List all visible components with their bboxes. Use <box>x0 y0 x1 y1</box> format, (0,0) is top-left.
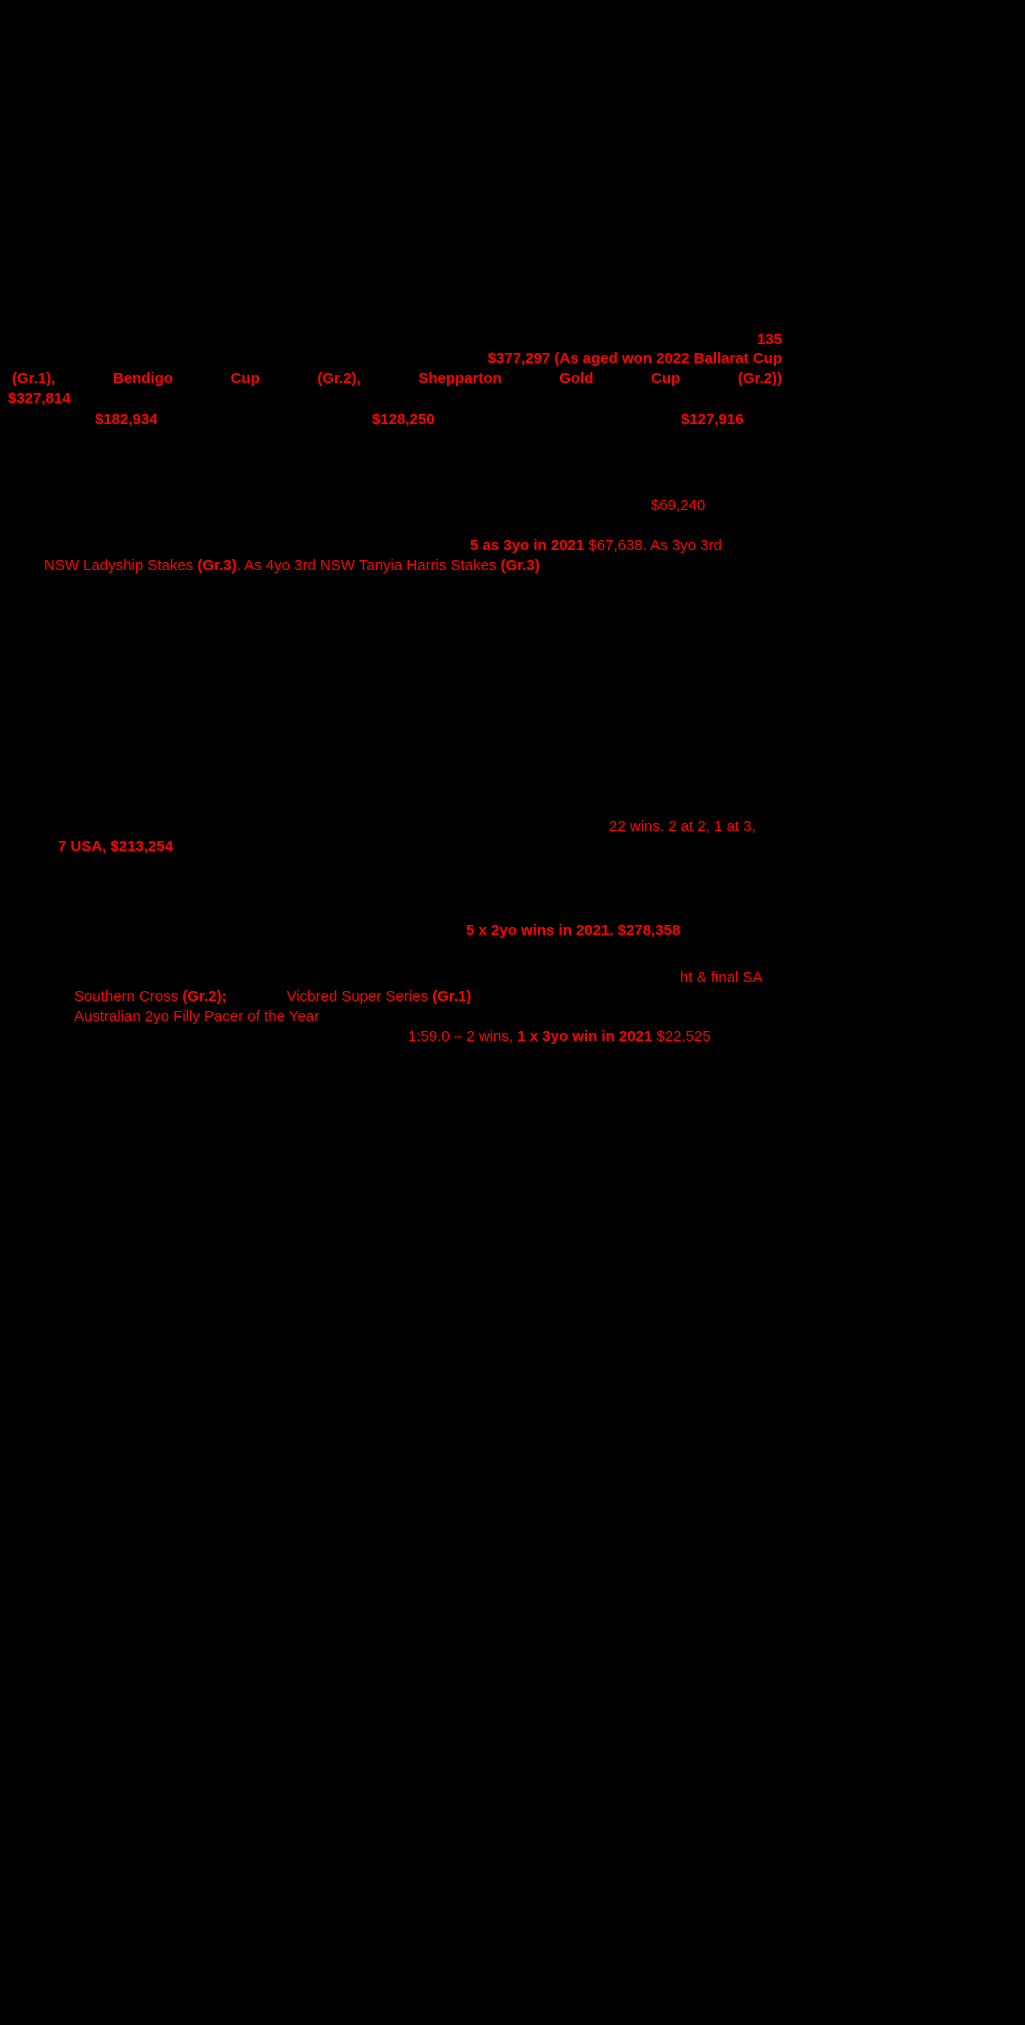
award-title: Australian 2yo Filly Pacer of the Year <box>74 1008 320 1025</box>
earnings-67638: $67,638. As 3yo 3rd <box>588 537 722 554</box>
earnings-22525: $22,525 <box>652 1028 711 1045</box>
earnings-377297: $377,297 (As aged won 2022 Ballarat Cup <box>487 350 782 367</box>
ladyship-stakes-text: NSW Ladyship Stakes <box>44 557 198 574</box>
wins-5-as-3yo: 5 as 3yo in 2021 <box>470 537 585 554</box>
earnings-182934: $182,934 <box>95 411 158 428</box>
series-wins-line <box>74 987 471 1006</box>
southern-cross-text: Southern Cross <box>74 988 183 1005</box>
mile-rate-wins-line <box>408 1027 711 1046</box>
ladyship-stakes-grade: (Gr.3) <box>197 557 237 574</box>
stakes-placings-line <box>44 556 540 575</box>
wins-5x2yo-2021: 5 x 2yo wins in 2021. $278,358 <box>466 922 681 939</box>
earnings-128250: $128,250 <box>372 411 435 428</box>
pedigree-count-135: 135 <box>756 331 782 348</box>
southern-cross-grade: (Gr.2); <box>182 988 227 1005</box>
vicbred-super-series-text: Vicbred Super Series <box>286 988 433 1005</box>
heat-final-sa: ht & final SA <box>680 969 763 986</box>
wins-22-summary: 22 wins. 2 at 2, 1 at 3, <box>609 818 756 835</box>
wins-1x3yo-2021: 1 x 3yo win in 2021 <box>517 1028 653 1045</box>
cup-wins-line: (Gr.1), Bendigo Cup (Gr.2), Shepparton Gold Cup (Gr.2)) <box>12 370 782 387</box>
vicbred-super-series-grade: (Gr.1) <box>432 988 472 1005</box>
usa-earnings: 7 USA, $213,254 <box>58 838 174 855</box>
tanyia-harris-grade: (Gr.3) <box>500 557 540 574</box>
earnings-327814: $327,814 <box>8 390 71 407</box>
tanyia-harris-text: . As 4yo 3rd NSW Tanyia Harris Stakes <box>236 557 501 574</box>
earnings-127916: $127,916 <box>681 411 744 428</box>
earnings-69240: $69,240 <box>651 497 706 514</box>
wins-and-earnings-3yo <box>470 536 722 555</box>
mile-rate-text: 1:59.0 – 2 wins, <box>408 1028 518 1045</box>
